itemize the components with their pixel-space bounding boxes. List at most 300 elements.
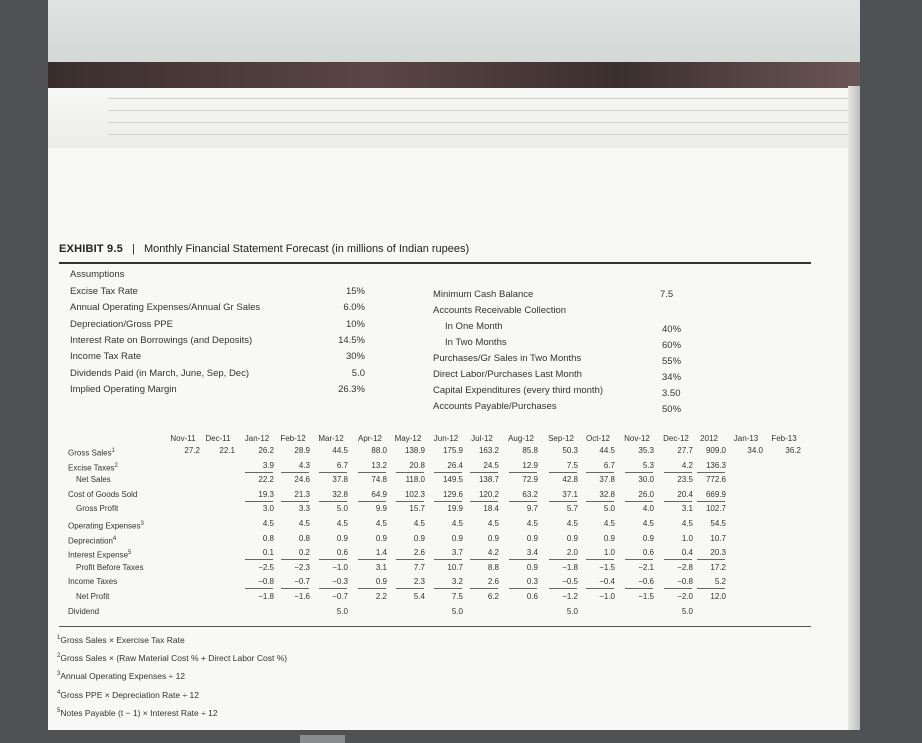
row-label-text: Interest Expense: [68, 550, 129, 560]
table-cell: 4.5: [642, 519, 654, 528]
table-cell: −1.0: [599, 592, 615, 601]
cell-underline: [470, 501, 498, 502]
assumption-value: 50%: [662, 404, 682, 415]
table-cell: −1.5: [638, 592, 654, 601]
table-cell: 22.1: [219, 446, 235, 455]
table-cell: 50.3: [562, 446, 578, 455]
table-cell: 21.3: [294, 489, 310, 499]
cell-underline: [434, 588, 462, 589]
table-cell: 36.2: [785, 446, 801, 455]
footnote: [57, 633, 185, 646]
cell-underline: [396, 559, 424, 560]
column-header: Mar-12: [318, 434, 344, 443]
column-header: Oct-12: [585, 434, 610, 443]
cell-underline: [358, 472, 386, 473]
assumption-label: Implied Operating Margin: [70, 383, 177, 395]
cell-underline: [245, 472, 273, 473]
cell-underline: [396, 472, 424, 473]
table-cell: 4.5: [336, 519, 348, 528]
scanner-lid: [48, 0, 860, 62]
row-label: [68, 577, 117, 587]
table-cell: 27.2: [184, 446, 200, 455]
table-cell: 22.2: [258, 475, 274, 485]
table-cell: 149.5: [442, 475, 463, 485]
table-cell: 64.9: [371, 489, 387, 499]
footnote-text: Gross PPE × Depreciation Rate ÷ 12: [60, 689, 199, 700]
column-header: Sep-12: [548, 434, 574, 443]
footnote-ref: 1: [111, 448, 115, 454]
table-cell: −0.6: [638, 577, 654, 587]
table-cell: 5.0: [451, 606, 463, 616]
table-cell: 44.5: [332, 446, 348, 455]
table-cell: 4.5: [566, 519, 578, 528]
table-cell: 3.3: [298, 504, 310, 514]
cell-underline: [697, 472, 725, 473]
assumption-label: Dividends Paid (in March, June, Sep, Dec): [70, 367, 249, 379]
exhibit-heading: [59, 243, 469, 255]
table-cell: −0.7: [294, 577, 310, 587]
table-cell: 3.1: [375, 562, 387, 572]
row-label: [76, 563, 143, 573]
cell-underline: [509, 472, 537, 473]
assumption-value: 14.5%: [338, 334, 365, 346]
table-cell: 1.0: [681, 533, 693, 543]
table-cell: 32.8: [332, 489, 348, 499]
cell-underline: [697, 588, 725, 589]
table-cell: −2.3: [294, 562, 310, 572]
table-cell: 0.9: [603, 533, 615, 543]
table-cell: 63.2: [522, 489, 538, 499]
column-header: Dec-11: [205, 434, 231, 443]
assumption-value: 10%: [345, 318, 365, 330]
footnote-ref: 2: [114, 462, 118, 469]
table-cell: 20.8: [409, 460, 425, 470]
assumption-value: 7.5: [660, 289, 674, 300]
table-bottom-rule: [59, 626, 811, 627]
table-cell: 3.9: [262, 460, 274, 470]
row-label-text: Net Sales: [76, 475, 111, 485]
table-cell: 0.9: [375, 577, 387, 587]
table-cell: 12.0: [710, 592, 726, 601]
cell-underline: [664, 559, 692, 560]
table-cell: 0.9: [336, 533, 348, 543]
table-cell: 26.4: [447, 460, 463, 470]
table-cell: 37.8: [599, 475, 615, 485]
table-cell: 0.2: [298, 548, 310, 558]
row-label-text: Dividend: [68, 606, 100, 616]
table-cell: 44.5: [599, 446, 615, 455]
table-cell: −1.8: [562, 562, 578, 572]
column-header: Nov-11: [170, 434, 196, 443]
table-cell: 4.5: [298, 519, 310, 528]
exhibit-label: EXHIBIT 9.5: [59, 243, 123, 255]
row-label: [68, 446, 115, 459]
assumption-label: Minimum Cash Balance: [433, 289, 534, 300]
table-cell: 0.6: [336, 548, 348, 558]
exhibit-title: Monthly Financial Statement Forecast (in millions of Indian rupees): [143, 243, 470, 255]
cell-underline: [319, 588, 347, 589]
table-cell: 2.6: [487, 577, 499, 587]
scrollbar-thumb[interactable]: [300, 735, 345, 743]
table-cell: 163.2: [478, 446, 499, 455]
column-header: 2012: [700, 434, 718, 443]
cell-underline: [625, 588, 653, 589]
table-cell: 5.3: [642, 460, 654, 470]
footnote-number: 5: [57, 707, 61, 714]
table-cell: 85.8: [522, 446, 538, 455]
table-cell: 7.7: [413, 562, 425, 572]
table-cell: 0.6: [526, 592, 538, 601]
table-cell: 74.8: [371, 475, 387, 485]
table-cell: 3.4: [526, 548, 538, 558]
table-cell: 4.5: [487, 519, 499, 528]
table-cell: 0.9: [526, 562, 538, 572]
cell-underline: [434, 559, 462, 560]
table-cell: 4.3: [298, 460, 310, 470]
table-cell: 4.5: [603, 519, 615, 528]
row-label-text: Depreciation: [68, 536, 113, 546]
table-cell: −0.7: [332, 592, 348, 601]
table-cell: 32.8: [599, 489, 615, 499]
table-cell: 8.8: [487, 562, 499, 572]
table-cell: 18.4: [483, 504, 499, 514]
cell-underline: [697, 501, 725, 502]
cell-underline: [586, 472, 614, 473]
assumption-label: Accounts Payable/Purchases: [433, 401, 557, 412]
assumption-label: Depreciation/Gross PPE: [70, 318, 173, 330]
footnote: [57, 688, 199, 701]
column-header: Jan-13: [733, 434, 759, 443]
column-header: Nov-12: [624, 434, 650, 443]
scanned-page-photo: [48, 0, 860, 730]
exhibit-separator: |: [132, 243, 135, 255]
table-cell: 26.2: [258, 446, 274, 455]
table-cell: 7.5: [451, 592, 463, 601]
table-cell: 28.9: [294, 446, 310, 455]
page-edges: [48, 88, 860, 148]
table-cell: 1.0: [603, 548, 615, 558]
table-cell: 12.9: [522, 460, 538, 470]
footnote-ref: 3: [140, 521, 144, 527]
table-cell: 20.3: [710, 548, 726, 558]
cell-underline: [281, 559, 309, 560]
assumption-value: 34%: [662, 372, 682, 383]
cell-underline: [549, 472, 577, 473]
row-label: [68, 607, 99, 617]
table-cell: −0.5: [562, 577, 578, 587]
row-label-text: Income Taxes: [68, 577, 118, 587]
assumption-label: Income Tax Rate: [70, 351, 142, 363]
table-cell: 138.7: [478, 475, 499, 485]
footnote-ref: 4: [112, 535, 117, 542]
column-header: Feb-13: [771, 434, 797, 443]
table-cell: 6.7: [603, 460, 615, 470]
cell-underline: [319, 559, 347, 560]
table-cell: 3.7: [451, 548, 463, 558]
table-cell: −0.3: [332, 577, 348, 587]
cell-underline: [509, 559, 537, 560]
table-cell: 24.5: [483, 460, 499, 470]
cell-underline: [509, 501, 537, 502]
column-header: May-12: [394, 434, 422, 443]
assumption-value: 40%: [662, 324, 682, 335]
table-cell: −2.5: [258, 562, 274, 572]
cell-underline: [319, 501, 347, 502]
table-cell: 0.4: [681, 548, 693, 558]
assumption-label: In One Month: [445, 321, 503, 332]
book-spine-shadow: [48, 62, 860, 88]
column-header: Feb-12: [280, 434, 306, 443]
cell-underline: [434, 501, 462, 502]
cell-underline: [396, 588, 424, 589]
assumption-label: Interest Rate on Borrowings (and Deposits): [70, 334, 253, 346]
table-cell: 3.2: [451, 577, 463, 587]
row-label: [76, 592, 109, 602]
table-cell: 9.7: [526, 504, 538, 514]
table-cell: 175.9: [442, 446, 463, 455]
column-header: Dec-12: [663, 434, 689, 443]
assumption-value: 60%: [662, 340, 682, 351]
table-cell: 10.7: [710, 533, 726, 543]
row-label-text: Profit Before Taxes: [76, 562, 144, 572]
assumption-label: Excise Tax Rate: [70, 286, 138, 297]
cell-underline: [358, 501, 386, 502]
table-cell: −0.8: [677, 577, 693, 587]
cell-underline: [319, 472, 347, 473]
table-cell: 4.2: [681, 460, 693, 470]
row-label: [68, 461, 118, 474]
table-cell: 909.0: [705, 446, 726, 455]
table-cell: 0.9: [526, 533, 538, 543]
assumption-label: Accounts Receivable Collection: [433, 305, 567, 316]
cell-underline: [664, 588, 692, 589]
table-cell: −0.4: [599, 577, 615, 587]
table-cell: 1.4: [375, 548, 387, 558]
table-cell: 3.0: [262, 504, 274, 514]
table-cell: 102.7: [705, 504, 726, 514]
table-cell: 0.9: [566, 533, 578, 543]
table-cell: 2.0: [566, 548, 578, 558]
table-cell: −1.2: [562, 592, 578, 601]
row-label: [76, 475, 111, 485]
table-cell: 4.0: [642, 504, 654, 514]
table-cell: 0.8: [262, 533, 274, 543]
cell-underline: [549, 501, 577, 502]
row-label: [68, 490, 137, 500]
cell-underline: [470, 472, 498, 473]
column-header: Jul-12: [471, 434, 493, 443]
table-cell: 24.6: [294, 475, 310, 485]
table-cell: 0.9: [642, 533, 654, 543]
cell-underline: [434, 472, 462, 473]
assumption-value: 6.0%: [343, 302, 365, 314]
table-cell: 5.0: [566, 606, 578, 616]
cell-underline: [281, 501, 309, 502]
table-cell: 0.6: [642, 548, 654, 558]
cell-underline: [625, 472, 653, 473]
assumption-label: Direct Labor/Purchases Last Month: [433, 369, 582, 380]
table-cell: 4.5: [451, 519, 463, 528]
table-cell: −0.8: [258, 577, 274, 587]
table-cell: 6.2: [487, 592, 499, 601]
cell-underline: [281, 588, 309, 589]
table-cell: 0.9: [375, 533, 387, 543]
table-cell: 4.5: [681, 519, 693, 528]
table-cell: 3.1: [681, 504, 693, 514]
page-right-shadow: [848, 86, 860, 730]
assumption-label: Capital Expenditures (every third month): [433, 385, 604, 396]
footnote-text: Annual Operating Expenses ÷ 12: [60, 671, 186, 682]
table-cell: 5.4: [413, 592, 425, 601]
table-cell: 20.4: [677, 489, 693, 499]
cell-underline: [625, 559, 653, 560]
table-cell: 15.7: [409, 504, 425, 514]
table-cell: 136.3: [705, 460, 726, 470]
column-header: Jan-12: [244, 434, 270, 443]
table-cell: 669.9: [705, 489, 726, 499]
table-cell: −2.0: [677, 592, 693, 601]
table-cell: 42.8: [562, 475, 578, 485]
table-cell: 138.9: [404, 446, 425, 455]
table-cell: −2.1: [638, 562, 654, 572]
table-cell: 0.8: [298, 533, 310, 543]
column-header: Aug-12: [508, 434, 534, 443]
table-cell: 0.3: [526, 577, 538, 587]
table-cell: −1.5: [599, 562, 615, 572]
cell-underline: [358, 588, 386, 589]
row-label-text: Net Profit: [76, 592, 110, 601]
cell-underline: [470, 559, 498, 560]
table-cell: 54.5: [710, 519, 726, 528]
cell-underline: [245, 588, 273, 589]
table-cell: 4.5: [413, 519, 425, 528]
cell-underline: [396, 501, 424, 502]
cell-underline: [664, 501, 692, 502]
table-cell: 0.9: [487, 533, 499, 543]
cell-underline: [664, 472, 692, 473]
row-label-text: Operating Expenses: [68, 521, 141, 531]
cell-underline: [245, 501, 273, 502]
footnote: [57, 706, 218, 719]
row-label: [68, 534, 116, 547]
cell-underline: [549, 588, 577, 589]
assumption-label: Purchases/Gr Sales in Two Months: [433, 353, 582, 364]
table-cell: 13.2: [371, 460, 387, 470]
assumption-label: Annual Operating Expenses/Annual Gr Sales: [70, 302, 261, 314]
top-rule: [59, 262, 811, 264]
row-label: [68, 548, 131, 561]
table-cell: 4.2: [487, 548, 499, 558]
table-cell: −1.8: [258, 592, 274, 601]
table-cell: 17.2: [710, 562, 726, 572]
cell-underline: [509, 588, 537, 589]
footnote-number: 1: [57, 635, 61, 641]
table-cell: 5.0: [681, 606, 693, 616]
table-cell: 118.0: [405, 475, 425, 485]
table-cell: 2.6: [413, 548, 425, 558]
table-cell: 5.0: [336, 504, 348, 514]
assumption-value: 55%: [662, 356, 682, 367]
assumption-value: 26.3%: [338, 383, 365, 395]
cell-underline: [625, 501, 653, 502]
table-cell: 0.9: [451, 533, 463, 543]
cell-underline: [549, 559, 577, 560]
table-cell: 0.1: [262, 548, 274, 558]
table-cell: 0.9: [413, 533, 425, 543]
footnote-text: Notes Payable (t − 1) × Interest Rate ÷ 12: [60, 707, 218, 718]
assumption-value: 5.0: [351, 367, 365, 379]
table-cell: 772.6: [705, 475, 726, 485]
cell-underline: [586, 588, 614, 589]
footnote-number: 2: [57, 653, 61, 660]
assumption-value: 30%: [345, 351, 365, 363]
table-cell: 120.2: [478, 489, 499, 499]
table-cell: 2.3: [413, 577, 425, 587]
table-cell: 10.7: [447, 562, 463, 572]
row-label: [68, 519, 144, 532]
table-cell: 19.3: [258, 489, 274, 499]
table-cell: 37.1: [562, 489, 578, 499]
cell-underline: [245, 559, 273, 560]
cell-underline: [358, 559, 386, 560]
footnote-ref: 5: [128, 550, 132, 557]
cell-underline: [281, 472, 309, 473]
column-header: Apr-12: [357, 434, 382, 443]
table-cell: 9.9: [375, 504, 387, 514]
table-cell: 5.0: [336, 606, 348, 616]
footnote-text: Gross Sales × (Raw Material Cost % + Direct Labor Cost %): [60, 653, 288, 664]
table-cell: 27.7: [677, 446, 693, 455]
row-label-text: Gross Profit: [76, 504, 119, 514]
table-cell: 7.5: [566, 460, 578, 470]
row-label-text: Cost of Goods Sold: [68, 489, 138, 499]
table-cell: 2.2: [375, 592, 387, 601]
cell-underline: [697, 559, 725, 560]
footnote: [57, 669, 185, 682]
table-cell: 35.3: [638, 446, 654, 455]
table-cell: −1.0: [332, 562, 348, 572]
assumption-label: In Two Months: [445, 337, 507, 348]
footnote: [57, 651, 287, 664]
row-label: [76, 504, 118, 514]
assumption-value: 15%: [345, 286, 365, 297]
table-cell: 5.2: [714, 577, 726, 587]
table-cell: 19.9: [447, 504, 463, 514]
table-cell: 4.5: [262, 519, 274, 528]
table-cell: 30.0: [638, 475, 654, 485]
assumptions-heading: Assumptions: [70, 269, 125, 280]
assumption-value: 3.50: [662, 388, 681, 399]
table-cell: 88.0: [371, 446, 387, 455]
table-cell: 102.3: [404, 489, 425, 499]
table-cell: 4.5: [526, 519, 538, 528]
cell-underline: [470, 588, 498, 589]
table-cell: 37.8: [332, 475, 348, 485]
footnote-number: 3: [57, 671, 61, 678]
cell-underline: [586, 501, 614, 502]
table-cell: 72.9: [522, 475, 538, 485]
table-cell: 4.5: [375, 519, 387, 528]
table-cell: 129.6: [442, 489, 463, 499]
table-cell: 6.7: [336, 460, 348, 470]
table-cell: 5.7: [566, 504, 578, 514]
table-cell: 23.5: [677, 475, 693, 485]
footnote-text: Gross Sales × Exercise Tax Rate: [60, 634, 185, 645]
footnote-number: 4: [57, 689, 61, 696]
table-cell: 26.0: [638, 489, 654, 499]
table-cell: −2.8: [677, 562, 693, 572]
cell-underline: [586, 559, 614, 560]
